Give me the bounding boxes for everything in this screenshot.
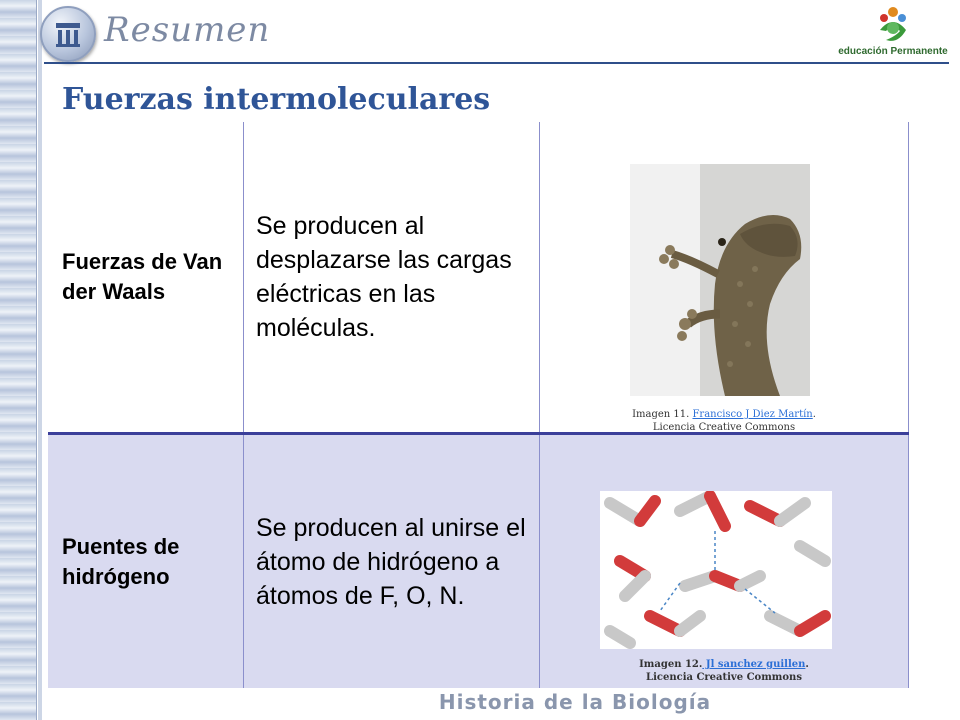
description-text: Se producen al desplazarse las cargas eléctricas en las moléculas. [256, 212, 512, 342]
educacion-permanente-icon [838, 4, 948, 46]
description-cell [244, 122, 540, 434]
forces-table [48, 122, 909, 688]
left-decorative-band [0, 0, 37, 720]
home-icon[interactable] [40, 6, 96, 62]
term-cell [48, 122, 244, 434]
footer-text [0, 690, 960, 714]
image-caption [540, 408, 908, 434]
caption-license: Licencia Creative Commons [646, 672, 802, 683]
section-title: Resumen [104, 10, 271, 50]
brand-logo [838, 4, 948, 62]
term-label: Puentes de hidrógeno [62, 533, 180, 589]
term-label: Fuerzas de Van der Waals [62, 249, 223, 304]
footer-label: Historia de la Biología [438, 690, 712, 714]
caption-suffix: . [812, 409, 816, 420]
image-caption [540, 658, 908, 684]
image-cell [540, 122, 909, 434]
caption-author-link[interactable]: Francisco J Diez Martín [692, 409, 813, 420]
caption-prefix: Imagen 12. [639, 659, 703, 670]
caption-author-link[interactable]: Jl sanchez guillen [702, 659, 806, 670]
header-rule [44, 62, 949, 64]
caption-license: Licencia Creative Commons [652, 422, 796, 433]
caption-suffix: . [805, 659, 809, 670]
description-text: Se producen al unirse el átomo de hidrógeno a átomos de F, O, N. [256, 513, 526, 610]
term-cell [48, 434, 244, 689]
description-cell [244, 434, 540, 689]
table-row [48, 122, 909, 434]
table-row [48, 434, 909, 689]
brand-text: educación Permanente [838, 46, 948, 57]
page-title: Fuerzas intermoleculares [62, 82, 491, 117]
water-molecules-icon [600, 491, 832, 649]
gecko-photo-icon [630, 164, 810, 396]
image-cell [540, 434, 909, 689]
caption-prefix: Imagen 11. [632, 409, 693, 420]
